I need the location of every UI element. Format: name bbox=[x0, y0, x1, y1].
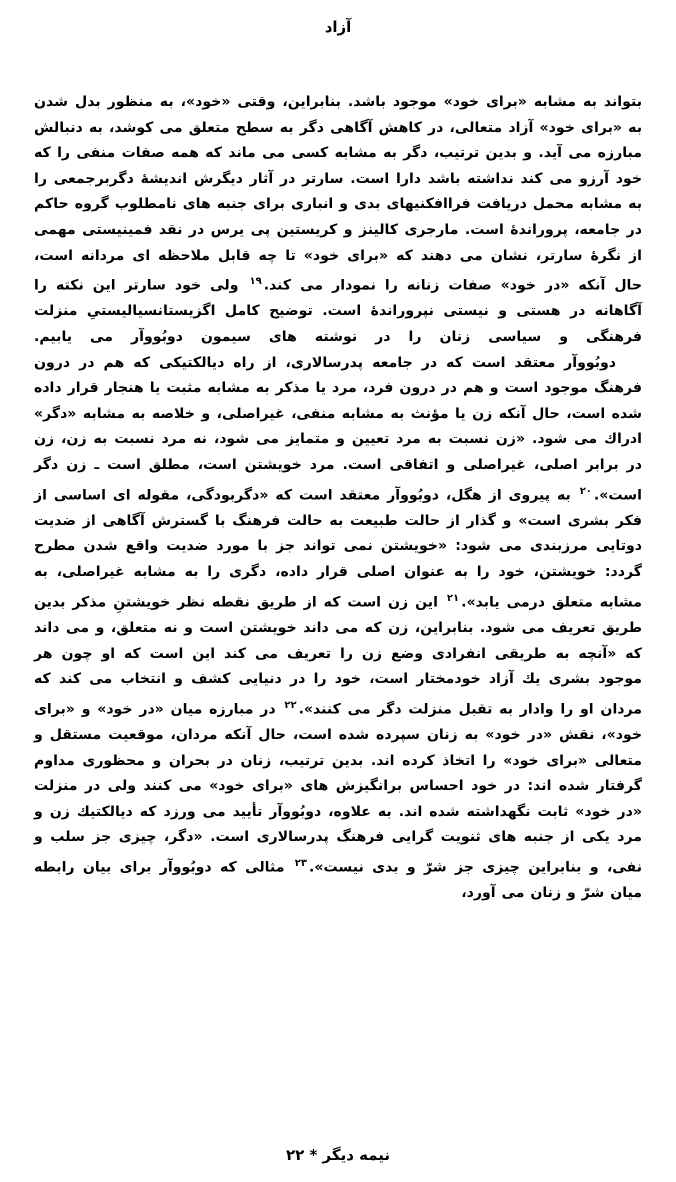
paragraph-1-tail: ولی خود سارتر این نکته را آگاهانه در هستی و نیستی نپروراندۀ است. توضیح کامل اگزیستانسیالیستیِ منزلت فرهنگی و سیاسی زنان را در نوشته های سیمون دوبُووآر می یابیم. bbox=[34, 277, 642, 346]
paragraph-1-text: بتواند به مشابه «برای خود» موجود باشد. بنابراین، وقتی «خود»، به منظور بدل شدن به «برای خود» آزاد متعالی، در کاهش آگاهی دگر به سطح متعلق می کوشد، به دنبالش مبارزه می آید. و بدین ترتیب، دگر به مشابه کسی می ماند که همه صفات منفی را که خود آرزو می کند نداشته باشد دارا است. سارتر در آثار دیگرش اندیشۀ دگربرجمعی را به مشابه محمل دریافت فراافکنیهای بدی و انباری برای جنبه های نامطلوب گروه حاکم در جامعه، پروراندۀ است. مارجری کالینز و کریستین پی یرس در نقد فمینیستی مهمی از نگرۀ سارتر، نشان می دهند که «برای خود» تا چه قابل ملاحظه ای مردانه است، حال آنکه «در خود» صفات زنانه را نمودار می کند. bbox=[34, 94, 642, 294]
footnote-marker-21: ۲۱ bbox=[446, 592, 460, 604]
footnote-marker-23: ۲۳ bbox=[294, 857, 308, 869]
paragraph-2 bbox=[34, 351, 642, 907]
footnote-marker-19: ۱۹ bbox=[249, 276, 262, 288]
paragraph-2-tail-2: این زن است که از طریق نقطه نظر خویشتنِ مذکر بدین طریق تعریف می شود. بنابراین، زن که می داند خویشتن است و نه متعلق، و می داند که «آنچه به طریقی انفرادی وضع زن را تعریف می کند این است که او چون هر موجود بشری یك آزاد خودمختار است، خود را در دنیایی کشف و انتخاب می کند که مردان او را وادار به تقبل منزلت دگر می کنند». bbox=[34, 594, 642, 718]
page-header-title: آزاد bbox=[324, 18, 352, 36]
paragraph-2-tail-4: مثالی که دوبُووآر برای بیان رابطه میان شرّ و زنان می آورد، bbox=[34, 859, 642, 902]
paragraph-2-tail-3: در مبارزه میان «در خود» و «برای خود»، نقش «در خود» به زنان سپرده شده است، حال آنکه مردان، موقعیت مستقل و متعالی «برای خود» را اتخاذ کرده اند. بدین ترتیب، زنان در بحران و محظوری مداوم گرفتار شده اند: در خود احساس برانگیزش های «برای خود» می کنند ولی در منزلت «در خود» ثابت نگهداشته شده اند. به علاوه، دوبُووآر تأیید می ورزد که دیالکتیك زن و مرد یکی از جنبه های ثنویت گرایی فرهنگ پدرسالاری است. «دگر، چیزی جز سلب و نفی، و بنابراین چیزی جز شرّ و بدی نیست». bbox=[34, 701, 642, 876]
paragraph-2-tail: به پیروی از هگل، دوبُووآر معتقد است که «دگربودگی، مقوله ای اساسی از فکر بشری است» و گذار از حالت طبیعت به حالت فرهنگ با گسترش آگاهی از ضدیت دوتایی مرزبندی می شود: «خویشتن نمی تواند جز با مورد ضدیت واقع شدن مطرح گردد: خویشتن، خود را به عنوان اصلی قرار داده، دگری را به مشابه غیراصلی، به مشابه متعلق درمی یابد». bbox=[34, 487, 642, 611]
footnote-marker-22: ۲۲ bbox=[284, 699, 297, 711]
footnote-marker-20: ۲۰ bbox=[579, 485, 592, 497]
document-body bbox=[34, 90, 642, 907]
paragraph-1 bbox=[34, 90, 642, 351]
page-footer: نیمه دیگر * ۲۲ bbox=[285, 1146, 391, 1164]
paragraph-2-text: دوبُووآر معتقد است که در جامعه پدرسالاری، از راه دیالکتیکی که هم در درون فرهنگ موجود است و هم در درون فرد، مرد یا مذکر به مشابه مثبت یا هنجار قرار داده شده است، حال آنکه زن یا مؤنث به مشابه منفی، غیراصلی، و خلاصه به مشابه «دگر» ادراك می شود. «زن نسبت به مرد تعیین و متمایز می شود، نه مرد نسبت به زن، زن در برابر اصلی، غیراصلی و اتفاقی است. مرد خویشتن است، مطلق است ـ زن دگر است». bbox=[34, 354, 642, 504]
